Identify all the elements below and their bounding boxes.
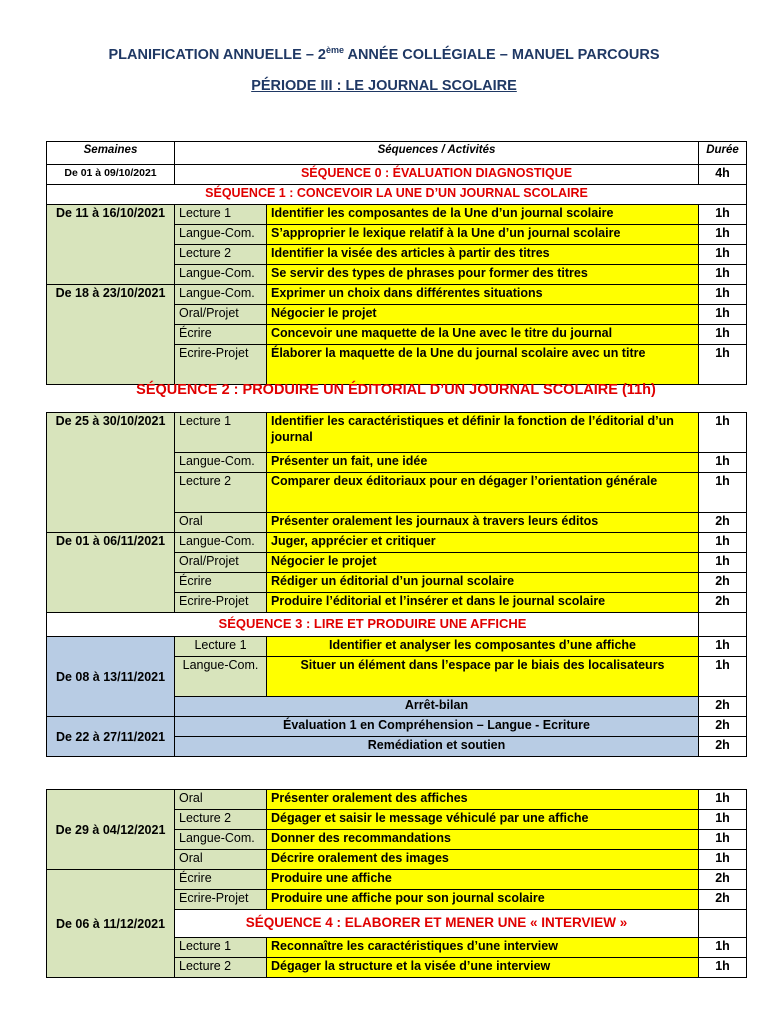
sequence-3-title: SÉQUENCE 3 : LIRE ET PRODUIRE UNE AFFICHE xyxy=(47,613,699,637)
empty-cell xyxy=(699,910,747,938)
remediation-cell: Remédiation et soutien xyxy=(175,737,699,757)
activity-cell: S’approprier le lexique relatif à la Une d’un journal scolaire xyxy=(267,225,699,245)
activity-cell: Identifier et analyser les composantes d’une affiche xyxy=(267,637,699,657)
duration-cell: 1h xyxy=(699,345,747,385)
col-header-duree: Durée xyxy=(699,142,747,165)
arret-bilan-cell: Arrêt-bilan xyxy=(175,697,699,717)
skill-cell: Langue-Com. xyxy=(175,265,267,285)
skill-cell: Lecture 2 xyxy=(175,245,267,265)
week-cell: De 06 à 11/12/2021 xyxy=(47,870,175,978)
skill-cell: Lecture 1 xyxy=(175,938,267,958)
skill-cell: Langue-Com. xyxy=(175,285,267,305)
sequence-4-title: SÉQUENCE 4 : ELABORER ET MENER UNE « INTERVIEW » xyxy=(175,910,699,938)
activity-cell: Comparer deux éditoriaux pour en dégager l’orientation générale xyxy=(267,473,699,513)
activity-cell: Produire l’éditorial et l’insérer et dans le journal scolaire xyxy=(267,593,699,613)
duration-cell: 1h xyxy=(699,453,747,473)
duration-cell: 1h xyxy=(699,325,747,345)
duration-cell: 1h xyxy=(699,958,747,978)
activity-cell: Présenter oralement les journaux à travers leurs éditos xyxy=(267,513,699,533)
duration-cell: 1h xyxy=(699,225,747,245)
activity-cell: Présenter un fait, une idée xyxy=(267,453,699,473)
activity-cell: Exprimer un choix dans différentes situations xyxy=(267,285,699,305)
duration-cell: 2h xyxy=(699,717,747,737)
week-cell: De 22 à 27/11/2021 xyxy=(47,717,175,757)
skill-cell: Lecture 1 xyxy=(175,205,267,225)
duration-cell: 1h xyxy=(699,265,747,285)
week-cell: De 01 à 06/11/2021 xyxy=(47,533,175,613)
duration-cell: 2h xyxy=(699,513,747,533)
activity-cell: Donner des recommandations xyxy=(267,830,699,850)
period-title: PÉRIODE III : LE JOURNAL SCOLAIRE xyxy=(251,78,517,94)
duration-cell: 1h xyxy=(699,790,747,810)
skill-cell: Écrire xyxy=(175,573,267,593)
week-cell: De 11 à 16/10/2021 xyxy=(47,205,175,285)
skill-cell: Oral/Projet xyxy=(175,553,267,573)
planning-table-1 xyxy=(46,141,747,385)
week-cell: De 29 à 04/12/2021 xyxy=(47,790,175,870)
duration-cell: 1h xyxy=(699,938,747,958)
activity-cell: Juger, apprécier et critiquer xyxy=(267,533,699,553)
activity-cell: Concevoir une maquette de la Une avec le titre du journal xyxy=(267,325,699,345)
activity-cell: Identifier les caractéristiques et définir la fonction de l’éditorial d’un journal xyxy=(267,413,699,453)
duration-cell: 1h xyxy=(699,830,747,850)
duration-cell: 1h xyxy=(699,850,747,870)
duration-cell: 1h xyxy=(699,205,747,225)
duration-cell: 2h xyxy=(699,697,747,717)
skill-cell: Oral xyxy=(175,790,267,810)
skill-cell: Écrire xyxy=(175,325,267,345)
planning-table-3 xyxy=(46,789,747,978)
duration-cell: 2h xyxy=(699,870,747,890)
activity-cell: Produire une affiche pour son journal scolaire xyxy=(267,890,699,910)
planning-table-2 xyxy=(46,412,747,757)
empty-cell xyxy=(699,613,747,637)
duration-cell: 1h xyxy=(699,810,747,830)
activity-cell: Présenter oralement des affiches xyxy=(267,790,699,810)
skill-cell: Ecrire-Projet xyxy=(175,890,267,910)
duration-cell: 1h xyxy=(699,533,747,553)
evaluation-cell: Évaluation 1 en Compréhension – Langue - Ecriture xyxy=(175,717,699,737)
activity-cell: Reconnaître les caractéristiques d’une interview xyxy=(267,938,699,958)
skill-cell: Langue-Com. xyxy=(175,830,267,850)
activity-cell: Identifier la visée des articles à partir des titres xyxy=(267,245,699,265)
activity-cell: Rédiger un éditorial d’un journal scolaire xyxy=(267,573,699,593)
duration-cell: 1h xyxy=(699,657,747,697)
activity-cell: Situer un élément dans l’espace par le biais des localisateurs xyxy=(267,657,699,697)
duration-cell: 1h xyxy=(699,637,747,657)
skill-cell: Écrire xyxy=(175,870,267,890)
skill-cell: Langue-Com. xyxy=(175,533,267,553)
skill-cell: Oral xyxy=(175,513,267,533)
week-cell: De 25 à 30/10/2021 xyxy=(47,413,175,533)
activity-cell: Élaborer la maquette de la Une du journal scolaire avec un titre xyxy=(267,345,699,385)
duration-cell: 1h xyxy=(699,305,747,325)
document-title: PLANIFICATION ANNUELLE – 2ème ANNÉE COLLÉGIALE – MANUEL PARCOURS xyxy=(108,45,660,63)
sequence-0-title: SÉQUENCE 0 : ÉVALUATION DIAGNOSTIQUE xyxy=(175,165,699,185)
skill-cell: Langue-Com. xyxy=(175,225,267,245)
skill-cell: Langue-Com. xyxy=(175,657,267,697)
activity-cell: Dégager la structure et la visée d’une interview xyxy=(267,958,699,978)
skill-cell: Oral xyxy=(175,850,267,870)
activity-cell: Décrire oralement des images xyxy=(267,850,699,870)
activity-cell: Se servir des types de phrases pour former des titres xyxy=(267,265,699,285)
skill-cell: Lecture 2 xyxy=(175,473,267,513)
activity-cell: Négocier le projet xyxy=(267,553,699,573)
skill-cell: Lecture 2 xyxy=(175,958,267,978)
duration-cell: 2h xyxy=(699,573,747,593)
skill-cell: Lecture 1 xyxy=(175,413,267,453)
activity-cell: Dégager et saisir le message véhiculé par une affiche xyxy=(267,810,699,830)
skill-cell: Ecrire-Projet xyxy=(175,345,267,385)
duration-cell: 1h xyxy=(699,473,747,513)
duration-cell: 1h xyxy=(699,413,747,453)
activity-cell: Négocier le projet xyxy=(267,305,699,325)
week-cell: De 08 à 13/11/2021 xyxy=(47,637,175,717)
sequence-2-title: SÉQUENCE 2 : PRODUIRE UN ÉDITORIAL D’UN JOURNAL SCOLAIRE (11h) xyxy=(136,382,656,398)
duration-cell: 4h xyxy=(699,165,747,185)
skill-cell: Langue-Com. xyxy=(175,453,267,473)
duration-cell: 1h xyxy=(699,245,747,265)
skill-cell: Ecrire-Projet xyxy=(175,593,267,613)
col-header-semaines: Semaines xyxy=(47,142,175,165)
week-cell: De 01 à 09/10/2021 xyxy=(47,165,175,185)
duration-cell: 2h xyxy=(699,890,747,910)
skill-cell: Oral/Projet xyxy=(175,305,267,325)
activity-cell: Identifier les composantes de la Une d’un journal scolaire xyxy=(267,205,699,225)
duration-cell: 1h xyxy=(699,285,747,305)
week-cell: De 18 à 23/10/2021 xyxy=(47,285,175,385)
col-header-sequences: Séquences / Activités xyxy=(175,142,699,165)
skill-cell: Lecture 2 xyxy=(175,810,267,830)
skill-cell: Lecture 1 xyxy=(175,637,267,657)
activity-cell: Produire une affiche xyxy=(267,870,699,890)
duration-cell: 1h xyxy=(699,553,747,573)
duration-cell: 2h xyxy=(699,737,747,757)
duration-cell: 2h xyxy=(699,593,747,613)
sequence-1-title: SÉQUENCE 1 : CONCEVOIR LA UNE D’UN JOURNAL SCOLAIRE xyxy=(47,185,747,205)
